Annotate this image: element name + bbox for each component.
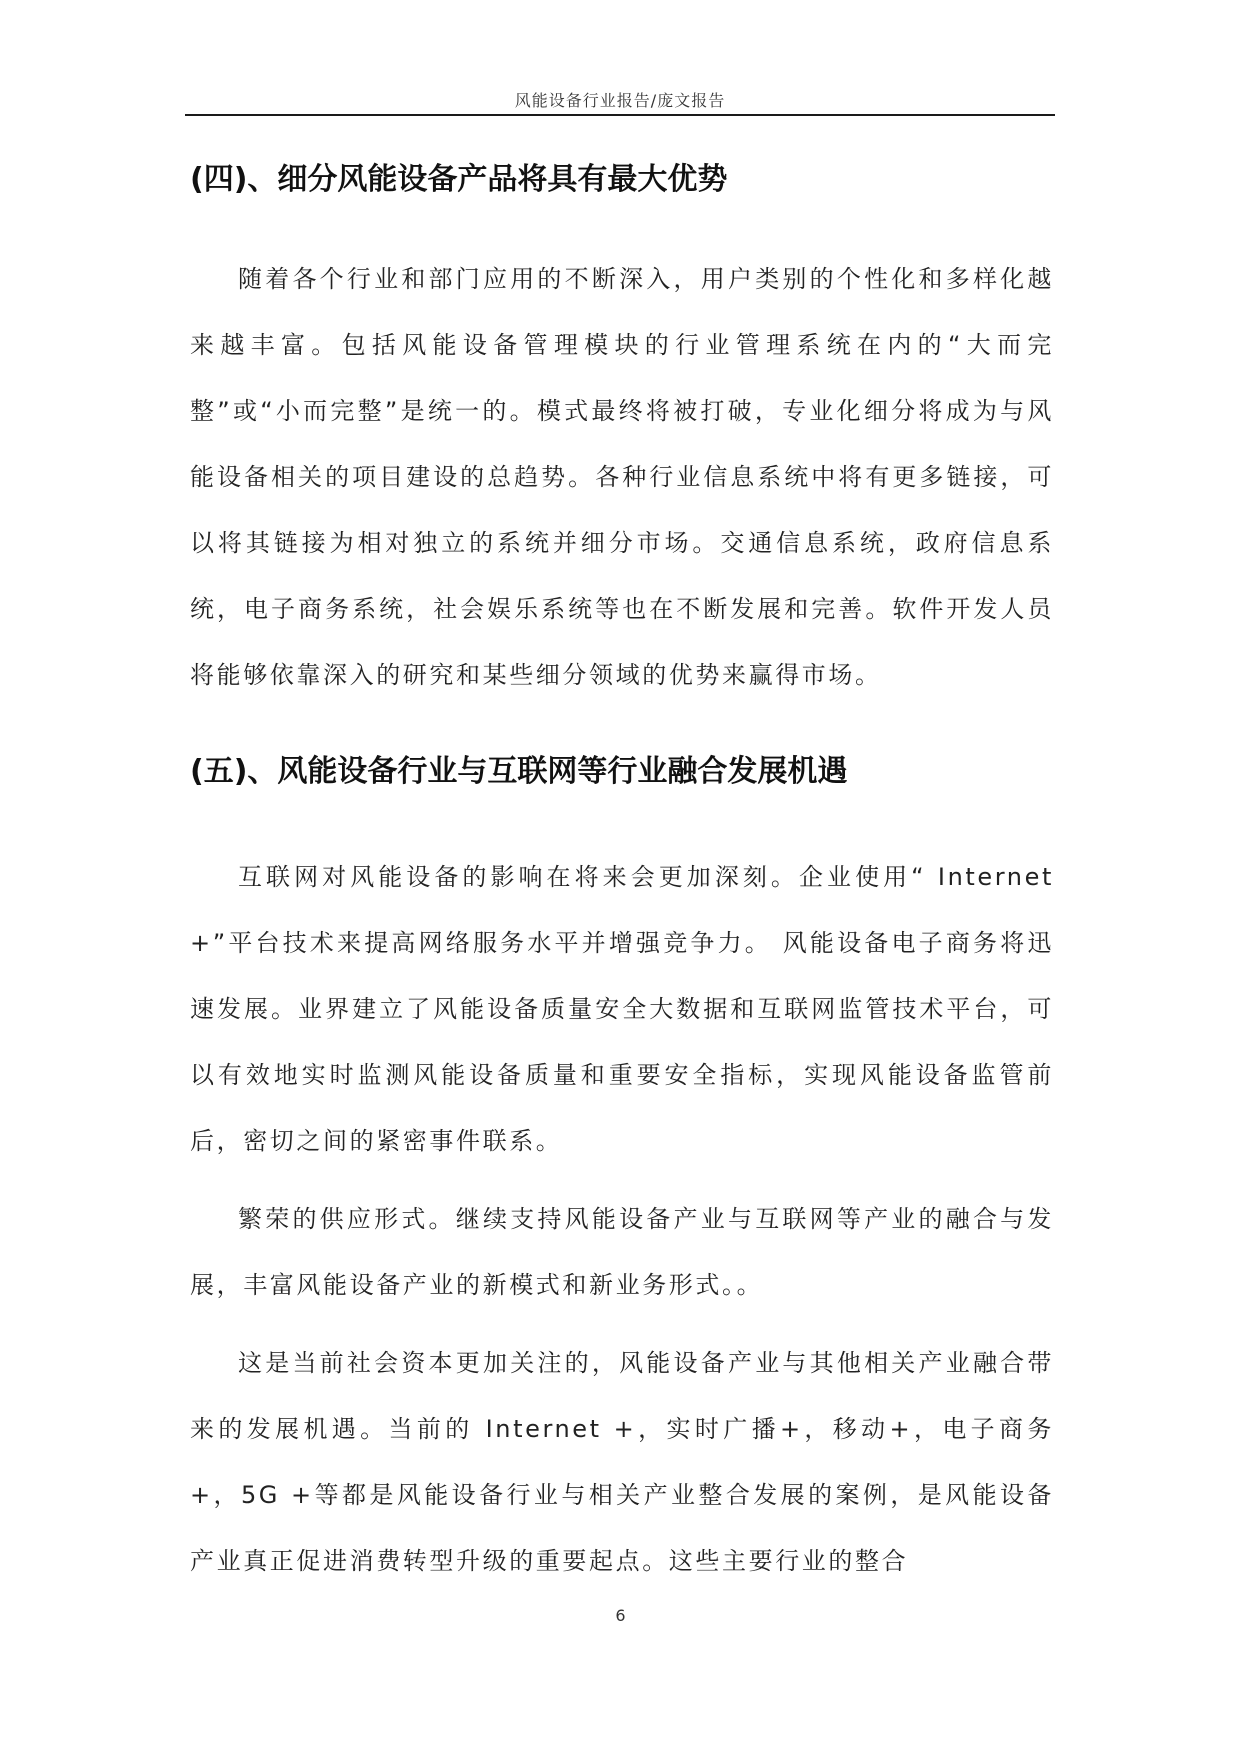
body-paragraph: 随着各个行业和部门应用的不断深入，用户类别的个性化和多样化越来越丰富。包括风能设备管理模块的行业管理系统在内的“大而完整”或“小而完整”是统一的。模式最终将被打破，专业化细分将成为与风能设备相关的项目建设的总趋势。各种行业信息系统中将有更多链接，可以将其链接为相对独立的系统并细分市场。交通信息系统，政府信息系统，电子商务系统，社会娱乐系统等也在不断发展和完善。软件开发人员将能够依靠深入的研究和某些细分领域的优势来赢得市场。 (190, 265, 1054, 689)
running-header: 风能设备行业报告/庞文报告 (514, 91, 726, 110)
section-4 (190, 150, 1054, 708)
section-heading: (五)、风能设备行业与互联网等行业融合发展机遇 (190, 754, 848, 789)
body-paragraph: 互联网对风能设备的影响在将来会更加深刻。企业使用“ Internet +”平台技术来提高网络服务水平并增强竞争力。 风能设备电子商务将迅速发展。业界建立了风能设备质量安全大数据和互联网监管技术平台，可以有效地实时监测风能设备质量和重要安全指标，实现风能设备监管前后，密切之间的紧密事件联系。 (190, 863, 1054, 1155)
body-paragraph: 这是当前社会资本更加关注的，风能设备产业与其他相关产业融合带来的发展机遇。当前的 Internet +，实时广播+，移动+，电子商务+，5G +等都是风能设备行业与相关产业整合发展的案例，是风能设备产业真正促进消费转型升级的重要起点。这些主要行业的整合 (190, 1349, 1054, 1575)
page-number: 6 (615, 1606, 626, 1625)
header-divider (185, 114, 1055, 116)
section-5 (190, 742, 1054, 1594)
section-heading: (四)、细分风能设备产品将具有最大优势 (190, 162, 728, 197)
page-content (190, 150, 1054, 1606)
body-paragraph: 繁荣的供应形式。继续支持风能设备产业与互联网等产业的融合与发展，丰富风能设备产业的新模式和新业务形式。。 (190, 1205, 1054, 1299)
